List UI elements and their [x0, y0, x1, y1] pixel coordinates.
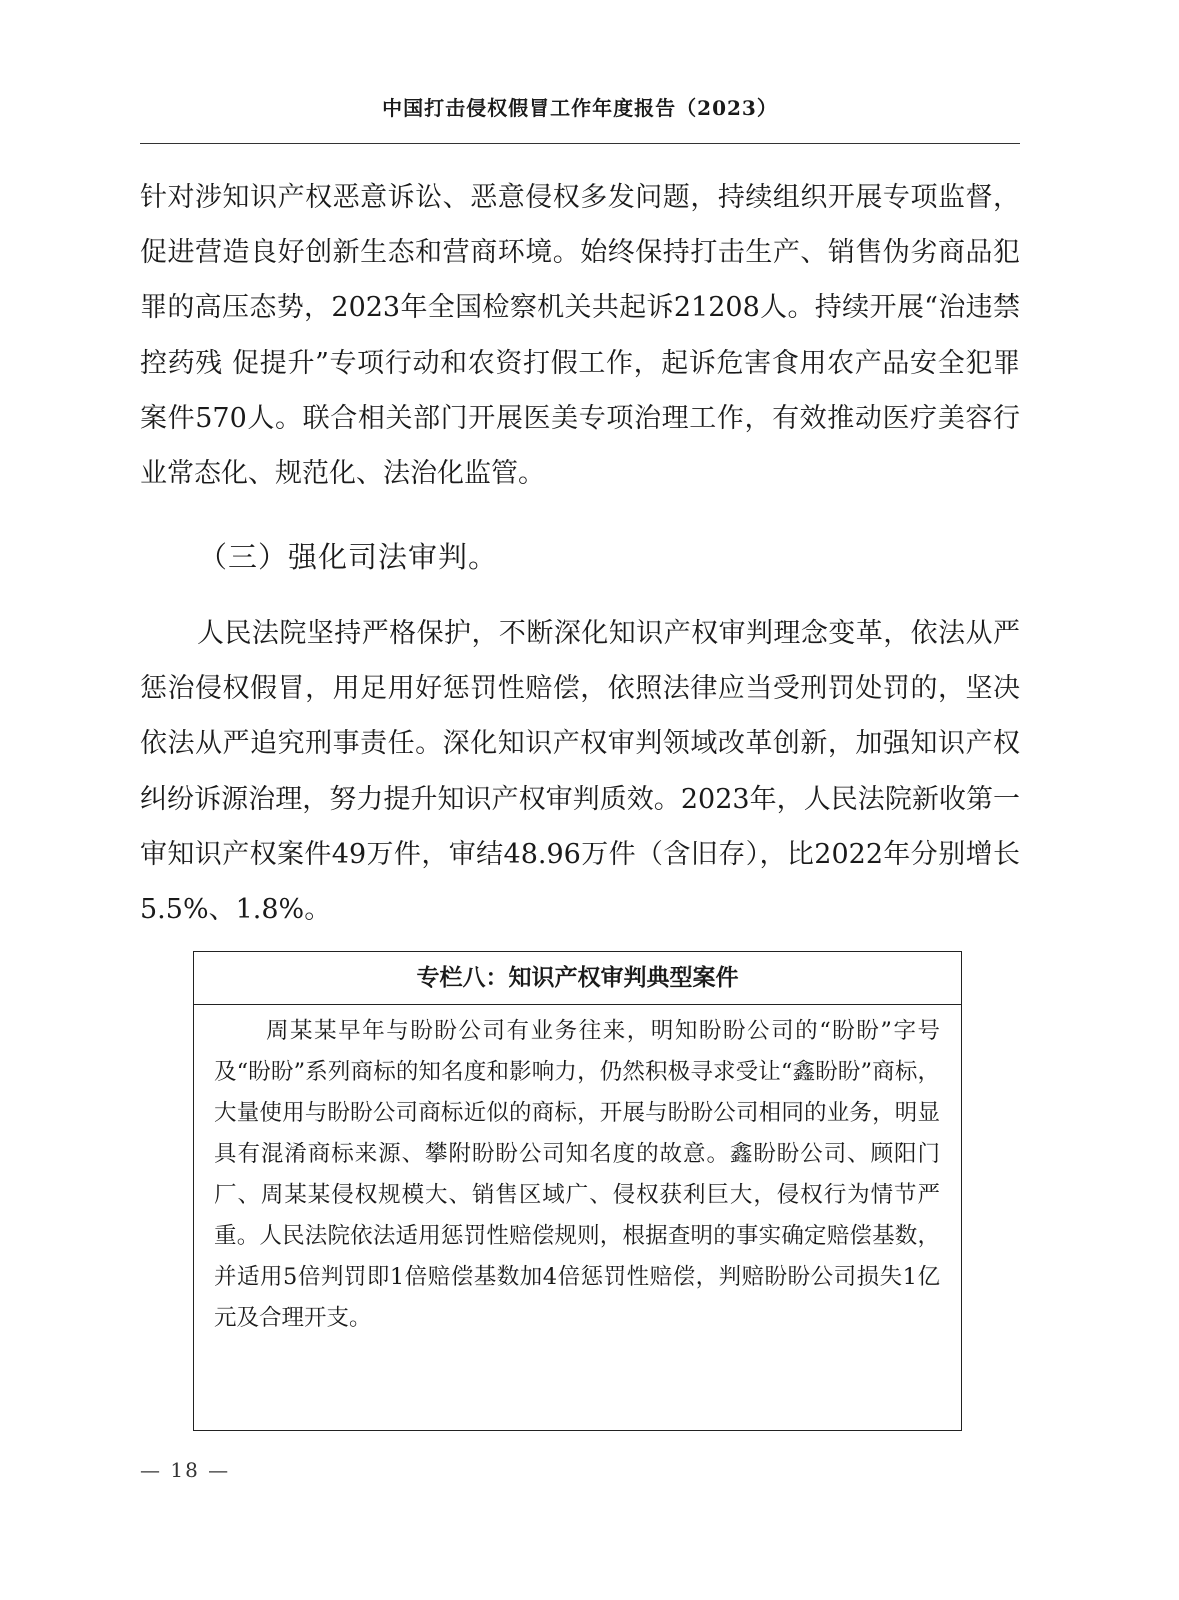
section-heading-judicial-trial: （三）强化司法审判。	[198, 540, 499, 574]
page-number: — 18 —	[140, 1458, 231, 1482]
header-divider	[140, 143, 1020, 144]
page-header-title: 中国打击侵权假冒工作年度报告（2023）	[382, 96, 778, 120]
body-paragraph-procuratorate: 针对涉知识产权恶意诉讼、恶意侵权多发问题，持续组织开展专项监督，促进营造良好创新生态和营商环境。始终保持打击生产、销售伪劣商品犯罪的高压态势，2023年全国检察机关共起诉21208人。持续开展“治违禁 控药残 促提升”专项行动和农资打假工作，起诉危害食用农产品安全犯罪案件570人。联合相关部门开展医美专项治理工作，有效推动医疗美容行业常态化、规范化、法治化监管。	[140, 182, 1020, 490]
column-box-typical-case	[193, 951, 962, 1431]
column-box-title: 专栏八：知识产权审判典型案件	[194, 952, 961, 1005]
body-paragraph-courts: 人民法院坚持严格保护，不断深化知识产权审判理念变革，依法从严惩治侵权假冒，用足用好惩罚性赔偿，依照法律应当受刑罚处罚的，坚决依法从严追究刑事责任。深化知识产权审判领域改革创新，加强知识产权纠纷诉源治理，努力提升知识产权审判质效。2023年，人民法院新收第一审知识产权案件49万件，审结48.96万件（含旧存），比2022年分别增长5.5%、1.8%。	[140, 618, 1020, 926]
column-box-body: 周某某早年与盼盼公司有业务往来，明知盼盼公司的“盼盼”字号及“盼盼”系列商标的知名度和影响力，仍然积极寻求受让“鑫盼盼”商标，大量使用与盼盼公司商标近似的商标，开展与盼盼公司相同的业务，明显具有混淆商标来源、攀附盼盼公司知名度的故意。鑫盼盼公司、顾阳门厂、周某某侵权规模大、销售区域广、侵权获利巨大，侵权行为情节严重。人民法院依法适用惩罚性赔偿规则，根据查明的事实确定赔偿基数，并适用5倍判罚即1倍赔偿基数加4倍惩罚性赔偿，判赔盼盼公司损失1亿元及合理开支。	[214, 1018, 940, 1331]
